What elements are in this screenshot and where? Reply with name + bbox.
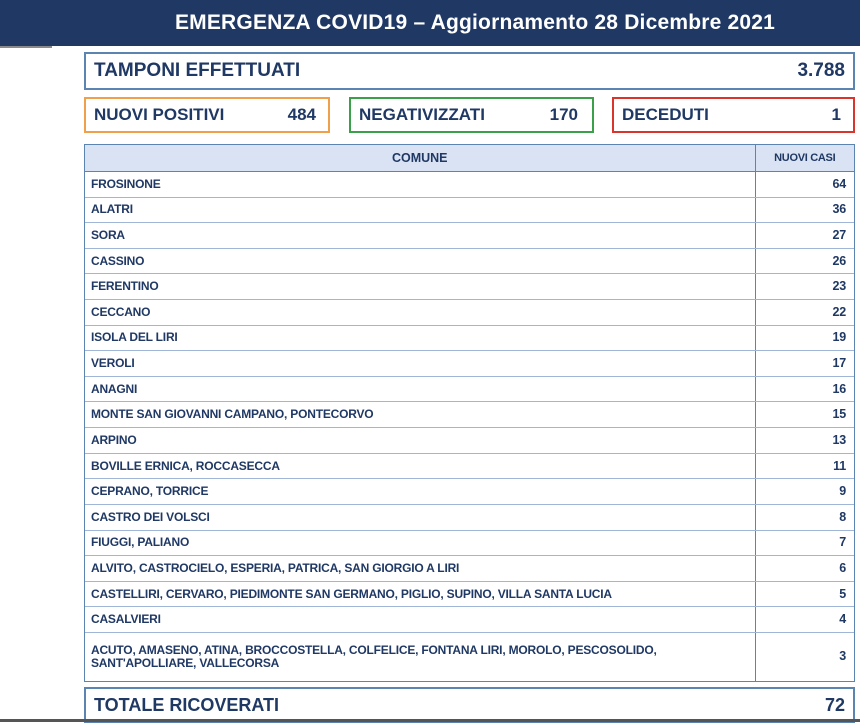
title-bar bbox=[0, 0, 860, 46]
table-row bbox=[85, 581, 854, 607]
table-row bbox=[85, 248, 854, 274]
negativizzati-value: 170 bbox=[549, 105, 578, 124]
positivi-value: 484 bbox=[287, 105, 316, 124]
divider bbox=[0, 46, 52, 48]
positivi-box bbox=[84, 97, 330, 133]
table-row bbox=[85, 325, 854, 351]
table-row bbox=[85, 197, 854, 223]
table-row bbox=[85, 530, 854, 556]
nuovi-casi-cell: 64 bbox=[755, 172, 854, 198]
comune-cell: CASALVIERI bbox=[85, 607, 755, 633]
table-row bbox=[85, 504, 854, 530]
table-row bbox=[85, 223, 854, 249]
comune-cell: ACUTO, AMASENO, ATINA, BROCCOSTELLA, COLFELICE, FONTANA LIRI, MOROLO, PESCOSOLIDO, SANT'APOLLIARE, VALLECORSA bbox=[91, 642, 657, 670]
comune-cell: CASTRO DEI VOLSCI bbox=[85, 504, 755, 530]
deceduti-label: DECEDUTI bbox=[622, 105, 709, 124]
ricoverati-label: TOTALE RICOVERATI bbox=[94, 694, 280, 715]
table-row bbox=[85, 300, 854, 326]
comune-cell: CEPRANO, TORRICE bbox=[85, 479, 755, 505]
tamponi-value: 3.788 bbox=[797, 60, 845, 81]
table-row bbox=[85, 376, 854, 402]
table-row bbox=[85, 402, 854, 428]
nuovi-casi-cell: 5 bbox=[755, 581, 854, 607]
page-title: EMERGENZA COVID19 – Aggiornamento 28 Dicembre 2021 bbox=[174, 11, 776, 34]
comune-cell: CASTELLIRI, CERVARO, PIEDIMONTE SAN GERMANO, PIGLIO, SUPINO, VILLA SANTA LUCIA bbox=[85, 581, 755, 607]
deceduti-value: 1 bbox=[831, 105, 841, 124]
table-header-row bbox=[85, 145, 854, 172]
nuovi-casi-cell: 11 bbox=[755, 453, 854, 479]
negativizzati-box bbox=[349, 97, 594, 133]
comune-cell: BOVILLE ERNICA, ROCCASECCA bbox=[85, 453, 755, 479]
nuovi-casi-cell: 26 bbox=[755, 248, 854, 274]
deceduti-box bbox=[612, 97, 855, 133]
comune-cell: CECCANO bbox=[85, 300, 755, 326]
comune-cell: FERENTINO bbox=[85, 274, 755, 300]
table-row bbox=[85, 556, 854, 582]
positivi-label: NUOVI POSITIVI bbox=[94, 105, 225, 124]
comune-cell: ISOLA DEL LIRI bbox=[85, 325, 755, 351]
nuovi-casi-cell: 36 bbox=[755, 197, 854, 223]
nuovi-casi-cell: 22 bbox=[755, 300, 854, 326]
ricoverati-box bbox=[84, 687, 855, 723]
table-row bbox=[85, 274, 854, 300]
comune-cell: ALVITO, CASTROCIELO, ESPERIA, PATRICA, SAN GIORGIO A LIRI bbox=[85, 556, 755, 582]
comune-cell: ARPINO bbox=[85, 428, 755, 454]
nuovi-casi-cell: 6 bbox=[755, 556, 854, 582]
comune-cell: MONTE SAN GIOVANNI CAMPANO, PONTECORVO bbox=[85, 402, 755, 428]
table-row bbox=[85, 172, 854, 198]
nuovi-casi-cell: 27 bbox=[755, 223, 854, 249]
nuovi-casi-cell: 16 bbox=[755, 376, 854, 402]
nuovi-casi-cell: 8 bbox=[755, 504, 854, 530]
nuovi-casi-cell: 7 bbox=[755, 530, 854, 556]
nuovi-casi-cell: 9 bbox=[755, 479, 854, 505]
tamponi-box bbox=[84, 52, 855, 90]
nuovi-casi-cell: 23 bbox=[755, 274, 854, 300]
negativizzati-label: NEGATIVIZZATI bbox=[359, 105, 485, 124]
comune-cell: CASSINO bbox=[85, 248, 755, 274]
comune-cell: FIUGGI, PALIANO bbox=[85, 530, 755, 556]
table-row bbox=[85, 351, 854, 377]
column-header-comune: COMUNE bbox=[85, 145, 755, 172]
nuovi-casi-cell: 13 bbox=[755, 428, 854, 454]
column-header-nuovi-casi: NUOVI CASI bbox=[755, 145, 854, 172]
table-row bbox=[85, 453, 854, 479]
tamponi-label: TAMPONI EFFETTUATI bbox=[94, 60, 301, 81]
comune-cell: VEROLI bbox=[85, 351, 755, 377]
nuovi-casi-cell: 19 bbox=[755, 325, 854, 351]
comune-cell: ANAGNI bbox=[85, 376, 755, 402]
table-row bbox=[85, 632, 854, 681]
comune-cell: ALATRI bbox=[85, 197, 755, 223]
nuovi-casi-cell: 17 bbox=[755, 351, 854, 377]
comune-cell: SORA bbox=[85, 223, 755, 249]
divider bbox=[0, 719, 860, 722]
table-row bbox=[85, 607, 854, 633]
nuovi-casi-cell: 3 bbox=[755, 632, 854, 681]
nuovi-casi-cell: 4 bbox=[755, 607, 854, 633]
table-row bbox=[85, 428, 854, 454]
table-row bbox=[85, 479, 854, 505]
comune-cell: FROSINONE bbox=[85, 172, 755, 198]
nuovi-casi-cell: 15 bbox=[755, 402, 854, 428]
comuni-table bbox=[84, 144, 855, 682]
ricoverati-value: 72 bbox=[824, 694, 845, 715]
